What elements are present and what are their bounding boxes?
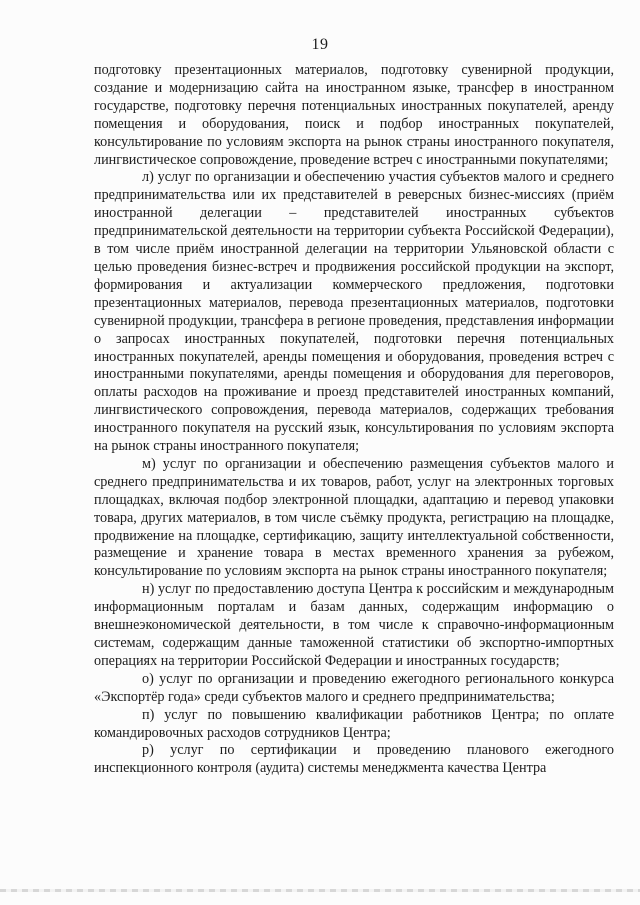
paragraph-continuation: подготовку презентационных материалов, подготовку сувенирной продукции, создание и модернизацию сайта на иностранном языке, трансфер в иностранном государстве, подготовку перечня потенциальных иностранных покупателей, аренду помещения и оборудования, поиск и подбор иностранных покупателей, консультирование по условиям экспорта на рынок страны иностранного покупателя, лингвистическое сопровождение, проведение встреч с иностранными покупателями; (94, 62, 614, 168)
page-number: 19 (311, 36, 329, 53)
paragraph-item-o: о) услуг по организации и проведению ежегодного регионального конкурса «Экспортёр года» среди субъектов малого и среднего предпринимательства; (94, 670, 614, 705)
paragraph-item-n: н) услуг по предоставлению доступа Центра к российским и международным информационным порталам и базам данных, содержащим информацию о внешнеэкономической деятельности, в том числе к справочно-информационным системам, содержащим данные таможенной статистики об экспортно-импортных операциях на территории Российской Федерации и иностранных государств; (94, 581, 614, 669)
scan-artifact-line (0, 889, 640, 892)
paragraph-item-p: п) услуг по повышению квалификации работников Центра; по оплате командировочных расходов сотрудников Центра; (94, 706, 614, 741)
paragraph-item-r: р) услуг по сертификации и проведению планового ежегодного инспекционного контроля (аудита) системы менеджмента качества Центра (94, 742, 614, 777)
paragraph-item-l: л) услуг по организации и обеспечению участия субъектов малого и среднего предпринимательства или их представителей в реверсных бизнес-миссиях (приём иностранной делегации – представителей иностранных субъектов предпринимательской деятельности на территории субъекта Российской Федерации), в том числе приём иностранной делегации на территории Ульяновской области с целью проведения бизнес-встреч и продвижения российской продукции на экспорт, формирования и актуализации коммерческого предложения, подготовки презентационных материалов, перевода презентационных материалов, подготовки сувенирной продукции, трансфера в регионе проведения, представления информации о запросах иностранных покупателей, подготовки перечня потенциальных иностранных покупателей, аренды помещения и оборудования, проведения встреч с иностранными покупателями, аренды помещения и оборудования для переговоров, оплаты расходов на проживание и проезд представителей иностранных компаний, лингвистического сопровождения, перевода материалов, содержащих требования иностранного покупателя на русский язык, консультирования по условиям экспорта на рынок страны иностранного покупателя; (94, 169, 614, 455)
paragraph-item-m: м) услуг по организации и обеспечению размещения субъектов малого и среднего предпринимательства и их товаров, работ, услуг на электронных торговых площадках, включая подбор электронной площадки, адаптацию и перевод упаковки товара, других материалов, в том числе съёмку продукта, регистрацию на площадке, продвижение на площадке, сертификацию, защиту интеллектуальной собственности, размещение и хранение товара в местах временного хранения за рубежом, консультирование по условиям экспорта на рынок страны иностранного покупателя; (94, 455, 614, 580)
document-body (94, 62, 614, 778)
